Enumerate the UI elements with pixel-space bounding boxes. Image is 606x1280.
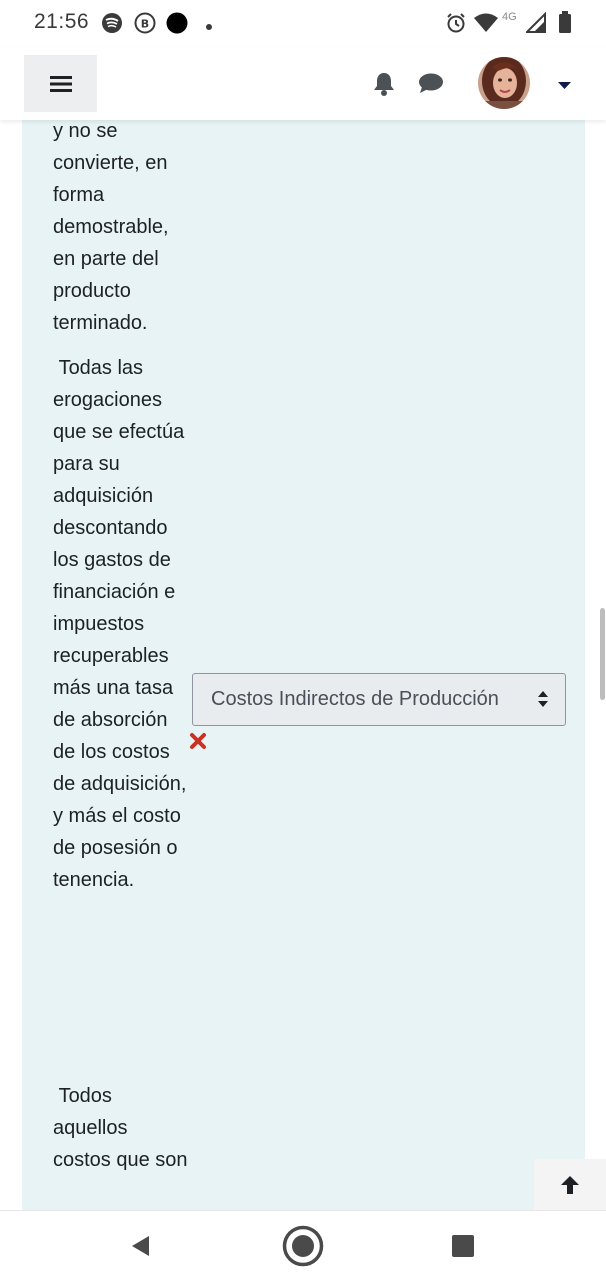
network-type: 4G bbox=[502, 11, 517, 23]
question-panel bbox=[22, 120, 585, 1210]
back-to-top-button[interactable] bbox=[534, 1159, 606, 1210]
answer-select-value: Costos Indirectos de Producción bbox=[211, 688, 499, 710]
b-icon bbox=[134, 12, 156, 39]
top-navbar bbox=[0, 48, 606, 120]
home-button[interactable] bbox=[282, 1225, 324, 1267]
avatar[interactable] bbox=[478, 57, 530, 109]
hamburger-icon bbox=[50, 75, 72, 93]
caret-down-icon[interactable] bbox=[558, 77, 571, 95]
spotify-icon bbox=[101, 12, 123, 39]
battery-icon bbox=[558, 10, 572, 39]
alarm-icon bbox=[445, 12, 467, 39]
recents-square-icon bbox=[452, 1235, 474, 1257]
bell-icon[interactable] bbox=[372, 71, 396, 102]
menu-button[interactable] bbox=[24, 55, 97, 112]
chat-icon[interactable] bbox=[418, 72, 444, 99]
status-time: 21:56 bbox=[34, 10, 90, 33]
small-dot-icon bbox=[205, 18, 213, 36]
recents-button[interactable] bbox=[442, 1225, 484, 1267]
svg-text:B: B bbox=[140, 17, 150, 31]
incorrect-x-icon bbox=[189, 732, 207, 755]
status-bar bbox=[0, 0, 606, 48]
question-text-1: y no se convierte, en forma demostrable, en parte del producto terminado. bbox=[53, 120, 169, 334]
question-text-2: Todas las erogaciones que se efectúa para su adquisición descontando los gastos de financiación e impuestos recuperables más una tasa de absorción de los costos de adquisición, y más el costo de posesión o tenencia. bbox=[53, 357, 192, 891]
home-circle-icon bbox=[282, 1225, 324, 1267]
dot-icon bbox=[166, 12, 188, 39]
signal-icon bbox=[526, 12, 546, 39]
back-button[interactable] bbox=[120, 1225, 162, 1267]
question-text-3: Todos aquellos costos que son bbox=[53, 1085, 188, 1171]
answer-select[interactable] bbox=[192, 673, 566, 726]
wifi-icon bbox=[473, 12, 499, 39]
back-triangle-icon bbox=[129, 1234, 153, 1258]
select-arrows-icon bbox=[537, 690, 549, 714]
system-navigation-bar bbox=[0, 1210, 606, 1280]
arrow-up-icon bbox=[559, 1174, 581, 1196]
page-scrollbar[interactable] bbox=[600, 608, 605, 700]
